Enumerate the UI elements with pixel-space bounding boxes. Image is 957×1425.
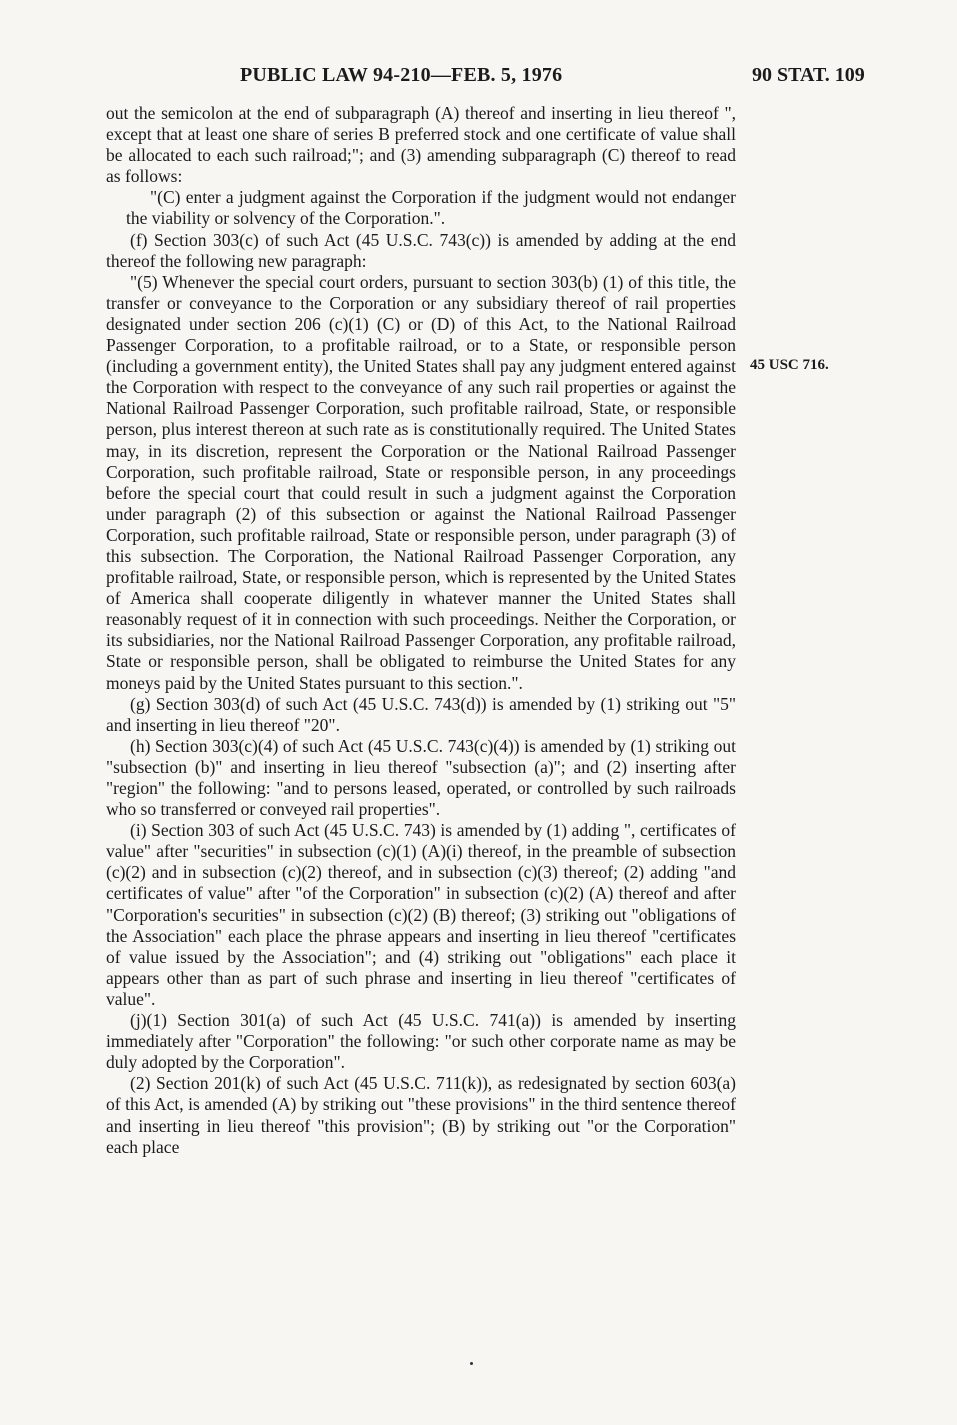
paragraph-continuation: out the semicolon at the end of subparagraph (A) thereof and inserting in lieu thereof ", except that at least one share of series B preferred stock and one certificate of value shall be allocated to each such railroad;"; and (3) amending subparagraph (C) thereof to read as follows: — [106, 103, 736, 187]
header-title: PUBLIC LAW 94-210—FEB. 5, 1976 — [240, 64, 563, 86]
paragraph-j-1: (j)(1) Section 301(a) of such Act (45 U.S.C. 741(a)) is amended by inserting immediately after "Corporation" the following: "or such other corporate name as may be duly adopted by the Corporation". — [106, 1010, 736, 1073]
paragraph-j-2: (2) Section 201(k) of such Act (45 U.S.C. 711(k)), as redesignated by section 603(a) of this Act, is amended (A) by striking out "these provisions" in the third sentence thereof and inserting in lieu thereof "this provision"; (B) by striking out "or the Corporation" each place — [106, 1073, 736, 1157]
paragraph-subparagraph-c: "(C) enter a judgment against the Corporation if the judgment would not endanger the viability or solvency of the Corporation.". — [126, 187, 736, 229]
paragraph-f: (f) Section 303(c) of such Act (45 U.S.C. 743(c)) is amended by adding at the end thereof the following new paragraph: — [106, 229, 736, 271]
page-body — [106, 103, 736, 1158]
margin-citation-note: 45 USC 716. — [750, 357, 829, 373]
page-header — [0, 64, 957, 88]
paragraph-h: (h) Section 303(c)(4) of such Act (45 U.S.C. 743(c)(4)) is amended by (1) striking out "subsection (b)" and inserting in lieu thereof "subsection (a)"; and (2) inserting after "region" the following: "and to persons leased, operated, or controlled by such railroads who so transferred or conveyed rail properties". — [106, 735, 736, 820]
paragraph-quoted-5: "(5) Whenever the special court orders, pursuant to section 303(b) (1) of this title, the transfer or conveyance to the Corporation or any subsidiary thereof of rail properties designated under section 206 (c)(1) (C) or (D) of this Act, to the National Railroad Passenger Corporation, to a profitable railroad, or to a State, or responsible person (including a government entity), the United States shall pay any judgment entered against the Corporation with respect to the conveyance of any such rail properties or against the National Railroad Passenger Corporation, such profitable railroad, State, or responsible person, plus interest thereon at such rate as is constitutionally required. The United States may, in its discretion, represent the Corporation or the National Railroad Passenger Corporation, such profitable railroad, State or responsible person, in any proceedings before the special court that could result in such a judgment against the Corporation under paragraph (2) of this subsection or against the National Railroad Passenger Corporation, such profitable railroad, State or responsible person, under paragraph (3) of this subsection. The Corporation, the National Railroad Passenger Corporation, any profitable railroad, State, or responsible person, which is represented by the United States of America shall cooperate diligently in whatever manner the United States shall reasonably request of it in connection with such proceedings. Neither the Corporation, or its subsidiaries, nor the National Railroad Passenger Corporation, any profitable railroad, State or responsible person, shall be obligated to reimburse the United States for any moneys paid by the United States pursuant to this section.". — [106, 271, 736, 693]
paragraph-g: (g) Section 303(d) of such Act (45 U.S.C. 743(d)) is amended by (1) striking out "5" and inserting in lieu thereof "20". — [106, 693, 736, 735]
page-mark-dot — [470, 1362, 473, 1365]
statute-page-number: 90 STAT. 109 — [752, 64, 865, 86]
paragraph-i: (i) Section 303 of such Act (45 U.S.C. 743) is amended by (1) adding ", certificates of value" after "securities" in subsection (c)(1) (A)(i) thereof, in the preamble of subsection (c)(2) and in subsection (c)(2) thereof, and in subsection (c)(3) thereof; (2) adding "and certificates of value" after "of the Corporation" in subsection (c)(2) (A) thereof and after "Corporation's securities" in subsection (c)(2) (B) thereof; (3) striking out "obligations of the Association" each place the phrase appears and inserting in lieu thereof "certificates of value issued by the Association"; and (4) striking out "obligations" each place it appears other than as part of such phrase and inserting in lieu thereof "certificates of value". — [106, 820, 736, 1009]
